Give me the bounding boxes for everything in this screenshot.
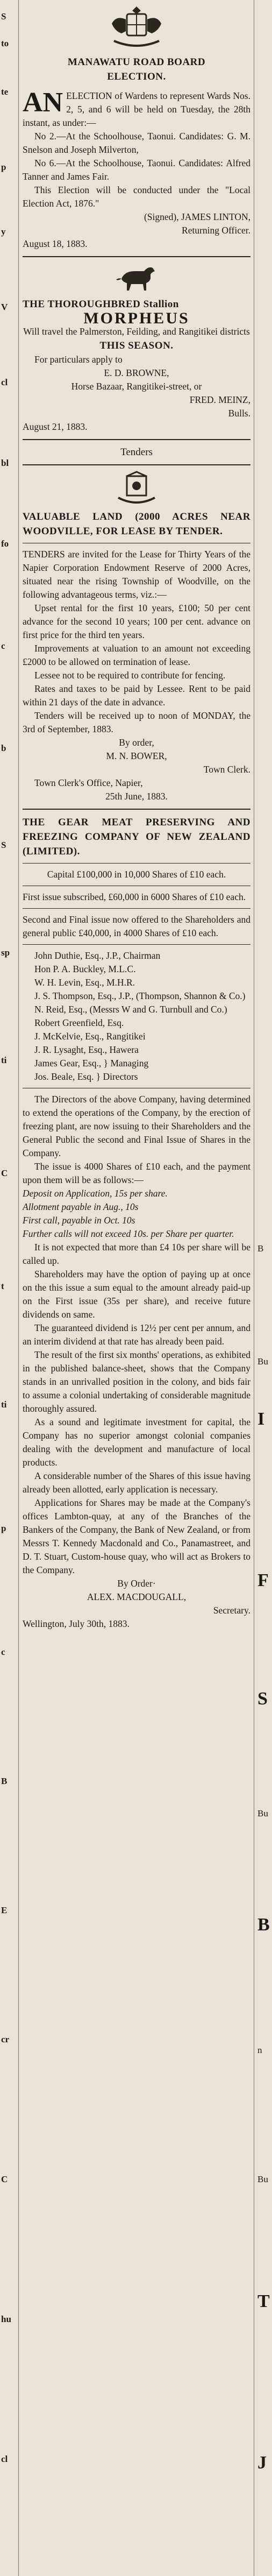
directors-list [23,949,250,1084]
gear-pay2: Allotment payable in Aug., 10s [23,1201,139,1212]
fragment: ti [1,1399,7,1410]
stallion-season: THIS SEASON. [99,340,174,351]
election-date: August 18, 1883. [23,238,88,249]
divider [23,944,250,945]
gear-d5: The guaranteed dividend is 12½ per cent per annum, and an interim dividend at that rate has already been paid. [23,1322,250,1347]
election-officer: Returning Officer. [182,225,250,236]
fragment: F [257,1570,269,1590]
director-row: W. H. Levin, Esq., M.H.R. [34,977,135,988]
fragment: te [1,87,9,97]
fragment: n [257,2045,262,2055]
royal-crest-icon [104,3,169,53]
fragment: C [1,1168,8,1178]
fragment: B [257,1243,264,1254]
tenders-p4: Lessee not to be required to contribute for fencing. [34,670,226,681]
tenders-name: M. N. BOWER, [106,751,167,761]
fragment: B [1,1776,8,1786]
gear-secretary: ALEX. MACDOUGALL, [87,1591,187,1602]
gear-title: THE GEAR MEAT PRESERVING AND FREEZING COMPANY OF NEW ZEALAND (LIMITED). [23,817,250,857]
gear-first-issue: First issue subscribed, £60,000 in 6000 Shares of £10 each. [23,891,246,902]
left-column-fragments [0,0,19,2576]
director-row: J. R. Lysaght, Esq., Hawera [34,1044,139,1055]
tenders-office: Town Clerk's Office, Napier, [34,777,143,788]
gear-d7: As a sound and legitimate investment for capital, the Company has no superior amongst colonial companies dealing with the development and manufacture of local products. [23,1417,250,1468]
fragment: Bu [257,2174,268,2184]
fragment: Bu [257,1356,268,1367]
divider [23,809,250,810]
stallion-bulls: Bulls. [228,408,250,419]
director-row: J. McKelvie, Esq., Rangitikei [34,1031,146,1042]
tenders-p3: Improvements at valuation to an amount not exceeding £2000 to be allowed on termination of lease. [23,643,250,667]
gear-date: Wellington, July 30th, 1883. [23,1618,130,1629]
fragment: b [1,743,6,753]
stallion-date: August 21, 1883. [23,421,88,432]
election-para2: This Election will be conducted under the "Local Election Act, 1876." [23,185,250,209]
fragment: S [1,840,6,850]
fragment: T [257,2291,270,2311]
gear-role: Secretary. [213,1605,250,1616]
stallion-apply: For particulars apply to [34,354,123,365]
stallion-line1: Will travel the Palmerston, Feilding, and Rangitikei districts [23,326,250,337]
election-subtitle: ELECTION. [107,71,166,82]
main-column [23,0,250,2576]
election-title: MANAWATU ROAD BOARD [67,56,206,68]
gear-pay1: Deposit on Application, 15s per share. [23,1188,168,1199]
drop-cap: AN [23,87,63,118]
director-row: J. S. Thompson, Esq., J.P., (Thompson, Shannon & Co.) [34,990,246,1001]
gear-d2: The issue is 4000 Shares of £10 each, and the payment upon them will be as follows:— [23,1161,250,1185]
divider [23,863,250,864]
stallion-agent2: Horse Bazaar, Rangitikei-street, or [71,381,202,392]
gear-d8: A considerable number of the Shares of this issue having already been allotted, early application is necessary. [23,1470,250,1495]
gear-d1: The Directors of the above Company, having determined to extend the operations of the Company, by the erection of freezing plant, are now issuing to their Shareholders and the General Public the second and Final Issue of Shares in the Company. [23,1094,250,1158]
director-row: Hon P. A. Buckley, M.L.C. [34,964,136,974]
horse-icon [114,263,159,295]
tenders-p6: Tenders will be received up to noon of MONDAY, the 3rd of September, 1883. [23,710,250,734]
tenders-order: By order, [119,737,154,748]
stallion-agent: E. D. BROWNE, [104,367,169,378]
fragment: y [1,227,6,237]
fragment: J [257,2453,267,2473]
corporation-seal-icon [114,471,159,507]
tenders-date: 25th June, 1883. [105,791,168,802]
fragment: C [1,2174,8,2184]
tenders-p1: TENDERS are invited for the Lease for Thirty Years of the Napier Corporation Endowment Reserve of 2000 Acres, situated near the rising Township of Woodville, on the following advantageous terms, viz.:— [23,549,250,600]
gear-d4: Shareholders may have the option of paying up at once on the this issue a sum equal to the amount already paid-up on the First issue (35s per share), and receive future dividends on same. [23,1269,250,1320]
stallion-meinz: FRED. MEINZ, [189,394,250,405]
divider [23,908,250,909]
director-row: Jos. Beale, Esq. } Directors [34,1071,138,1082]
gear-capital: Capital £100,000 in 10,000 Shares of £10 each. [47,869,226,880]
fragment: B [257,1915,270,1935]
stallion-title: THE THOROUGHBRED Stallion [23,299,179,310]
election-para1: AN ELECTION of Wardens to represent Wards Nos. 2, 5, and 6 will be held on Tuesday, the 28th instant, as under:— [23,87,250,128]
tenders-heading: Tenders [120,447,153,458]
fragment: S [257,1689,268,1709]
fragment: t [1,1281,4,1291]
fragment: hu [1,2314,11,2324]
tenders-notice [23,471,250,803]
gear-pay4: Further calls will not exceed 10s. per Share per quarter. [23,1228,234,1239]
director-row: N. Reid, Esq., (Messrs W and G. Turnbull and Co.) [34,1004,227,1015]
right-column-fragments [254,0,272,2576]
gear-order: By Order· [117,1578,156,1589]
gear-d9: Applications for Shares may be made at the Company's offices Lambton-quay, at any of the Branches of the Bankers of the Company, the Bank of New Zealand, or from Messrs T. Kennedy Macdonald and Co., Panamastreet, and D. T. Stuart, Custom-house quay, who will act as Brokers to the Company. [23,1497,250,1575]
tenders-title: VALUABLE LAND (2000 ACRES NEAR WOODVILLE, FOR LEASE BY TENDER. [23,511,250,537]
fragment: E [1,1905,8,1915]
fragment: Bu [257,1808,268,1818]
election-ward2: No 2.—At the Schoolhouse, Taonui. Candidates: G. M. Snelson and Joseph Milverton, [23,131,250,155]
election-signed: (Signed), JAMES LINTON, [144,211,250,222]
fragment: V [1,302,8,312]
divider [23,256,250,257]
tenders-p2: Upset rental for the first 10 years, £100; 50 per cent advance for the second 10 years; 100 per cent. advance on first price for the third ten years. [23,603,250,640]
election-ward6: No 6.—At the Schoolhouse, Taonui. Candidates: Alfred Tanner and James Fair. [23,158,250,182]
divider [23,464,250,465]
fragment: to [1,38,9,48]
fragment: ti [1,1055,7,1065]
fragment: sp [1,947,10,958]
fragment: cr [1,2034,10,2044]
gear-pay3: First call, payable in Oct. 10s [23,1215,135,1226]
fragment: cl [1,2454,8,2464]
stallion-notice [23,263,250,434]
divider [23,439,250,440]
fragment: cl [1,377,8,387]
director-row: Robert Greenfield, Esq. [34,1017,124,1028]
fragment: c [1,641,5,651]
fragment: c [1,1647,5,1657]
gear-company-notice [23,815,250,1631]
gear-second-issue: Second and Final issue now offered to the Shareholders and general public £40,000, in 4000 Shares of £10 each. [23,914,250,938]
fragment: p [1,162,6,172]
election-notice [23,3,250,251]
gear-d3: It is not expected that more than £4 10s per share will be called up. [23,1242,250,1266]
fragment: S [1,11,6,22]
tenders-p5: Rates and taxes to be paid by Lessee. Rent to be paid within 21 days of the date in advance. [23,683,250,707]
stallion-name: MORPHEUS [83,309,190,327]
fragment: p [1,1523,6,1533]
director-row: John Duthie, Esq., J.P., Chairman [34,950,161,961]
fragment: bl [1,458,9,468]
fragment: I [257,1409,265,1429]
gear-d6: The result of the first six months' operations, as exhibited in the published balance-sheet, shows that the Company stands in an unrivalled position in the colony, and bids fair to assume a colonial undertaking of considerable magnitude thoroughly assured. [23,1349,250,1414]
tenders-role: Town Clerk. [203,764,250,775]
fragment: fo [1,539,9,549]
director-row: James Gear, Esq., } Managing [34,1058,149,1068]
